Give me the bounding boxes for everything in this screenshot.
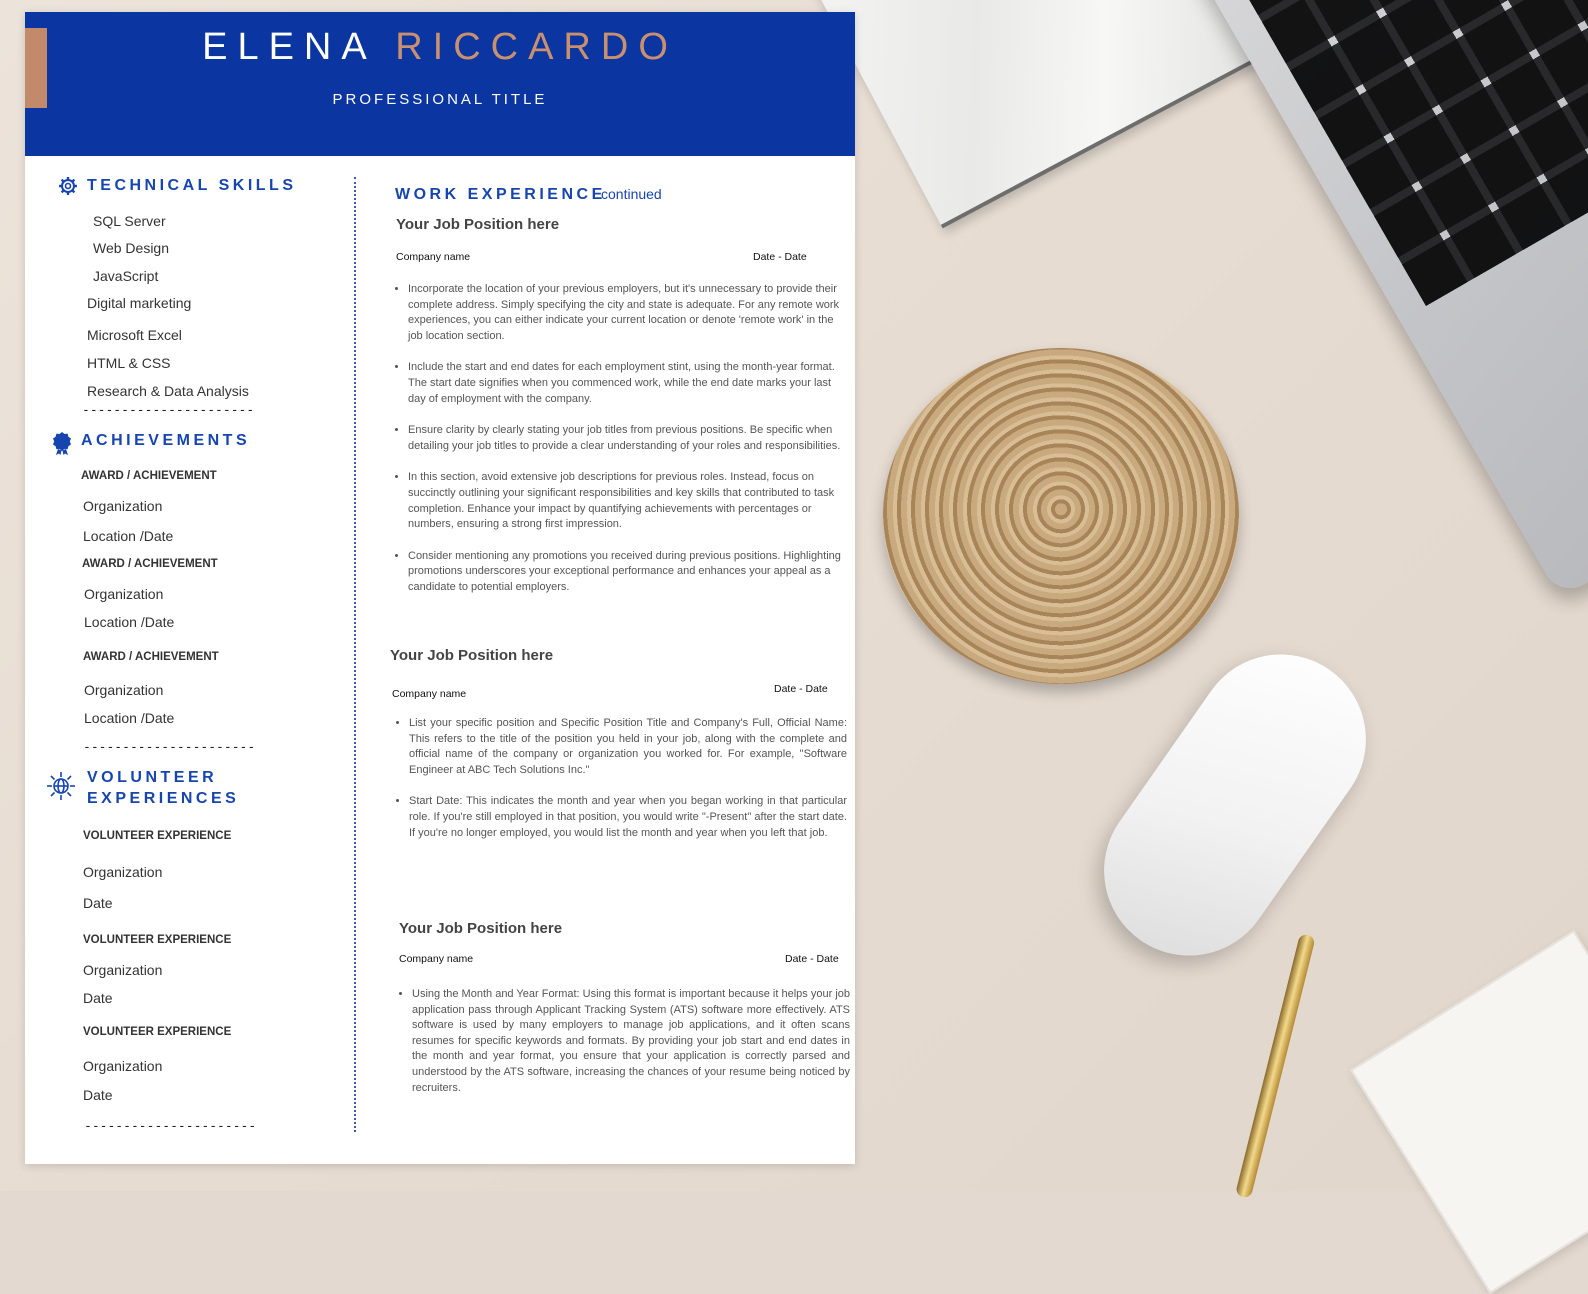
job-bullet: • Start Date: This indicates the month and year when you began working in that particular role. If you're still employed in that position, you would write "-Present" after the start date. If you're no longer employed, you would list the month and year when you left that job. bbox=[409, 794, 847, 841]
company-name: Company name bbox=[396, 251, 471, 263]
first-name: ELENA bbox=[202, 26, 375, 68]
resume-header bbox=[25, 12, 855, 156]
section-separator: ---------------------- bbox=[84, 1119, 257, 1134]
award-badge-icon bbox=[52, 431, 72, 455]
award-location-date: Location /Date bbox=[84, 710, 175, 726]
volunteer-date: Date bbox=[83, 990, 113, 1006]
globe-snowflake-icon bbox=[46, 771, 76, 801]
job-position: Your Job Position here bbox=[390, 647, 554, 664]
volunteer-date: Date bbox=[83, 895, 113, 911]
award-organization: Organization bbox=[84, 682, 164, 698]
award-organization: Organization bbox=[84, 586, 164, 602]
award-title: AWARD / ACHIEVEMENT bbox=[82, 558, 218, 570]
job-position: Your Job Position here bbox=[396, 216, 560, 233]
volunteer-organization: Organization bbox=[83, 1058, 163, 1074]
work-experience-title: WORK EXPERIENCE bbox=[395, 186, 606, 203]
woven-coaster bbox=[883, 348, 1239, 684]
continued-label: continued bbox=[601, 186, 662, 202]
volunteer-title-line1: VOLUNTEER bbox=[87, 769, 218, 786]
achievements-title: ACHIEVEMENTS bbox=[81, 432, 251, 449]
skill-item: SQL Server bbox=[93, 213, 166, 229]
job-bullet: • Ensure clarity by clearly stating your job titles from previous positions. Be specific when detailing your job titles to provide a clear understanding of your roles and responsibilities. bbox=[408, 423, 848, 454]
award-title: AWARD / ACHIEVEMENT bbox=[83, 651, 219, 663]
gear-icon bbox=[58, 176, 78, 196]
section-separator: ---------------------- bbox=[82, 403, 255, 418]
resume-page bbox=[25, 12, 855, 1164]
volunteer-title-line2: EXPERIENCES bbox=[87, 790, 240, 807]
last-name: RICCARDO bbox=[395, 26, 678, 68]
job-bullets bbox=[396, 282, 848, 612]
skill-item: Microsoft Excel bbox=[87, 327, 182, 343]
job-bullet: • Incorporate the location of your previous employers, but it's unnecessary to provide their complete address. Simply specifying the city and state is adequate. For any remote work experiences, you can either indicate your current location or denote 'remote work' in the job location section. bbox=[408, 282, 848, 344]
job-bullets bbox=[397, 716, 847, 857]
job-position: Your Job Position here bbox=[399, 920, 563, 937]
job-dates: Date - Date bbox=[753, 251, 807, 263]
job-bullet: • Using the Month and Year Format: Using this format is important because it helps your job application pass through Applicant Tracking System (ATS) software more effectively. ATS software is used by many employers to manage job applications, and it often scans resumes for specific keywords and formats. By providing your job start and end dates in the month and year format, you ensure that your application is correctly parsed and understood by the ATS software, increasing the chances of your resume being noticed by recruiters. bbox=[412, 987, 850, 1096]
award-organization: Organization bbox=[83, 498, 163, 514]
job-bullet: • List your specific position and Specific Position Title and Company's Full, Official Name: This refers to the title of the position you held in your job, along with the complete and official name of the company or organization you worked for. For example, "Software Engineer at ABC Tech Solutions Inc." bbox=[409, 716, 847, 778]
job-bullet: • Include the start and end dates for each employment stint, using the month-year format. The start date signifies when you commenced work, while the end date marks your last day of employment with the company. bbox=[408, 360, 848, 407]
award-location-date: Location /Date bbox=[83, 528, 174, 544]
skill-item: Web Design bbox=[93, 240, 170, 256]
technical-skills-title: TECHNICAL SKILLS bbox=[87, 177, 297, 194]
volunteer-organization: Organization bbox=[83, 962, 163, 978]
volunteer-role: VOLUNTEER EXPERIENCE bbox=[83, 934, 232, 946]
skill-item: JavaScript bbox=[93, 268, 159, 284]
candidate-name bbox=[25, 26, 855, 69]
job-dates: Date - Date bbox=[785, 953, 839, 965]
job-bullet: • In this section, avoid extensive job descriptions for previous roles. Instead, focus on succinctly outlining your significant responsibilities and key skills that contributed to task completion. Enhance your impact by quantifying achievements with percentages or numbers, ensuring a strong first impression. bbox=[408, 470, 848, 532]
skill-item: Digital marketing bbox=[87, 295, 192, 311]
volunteer-organization: Organization bbox=[83, 864, 163, 880]
volunteer-role: VOLUNTEER EXPERIENCE bbox=[83, 1026, 232, 1038]
volunteer-date: Date bbox=[83, 1087, 113, 1103]
job-bullet: • Consider mentioning any promotions you received during previous positions. Highlighting promotions underscores your exceptional performance and enhances your appeal as a candidate to potential employers. bbox=[408, 549, 848, 596]
section-separator: ---------------------- bbox=[83, 740, 256, 755]
award-title: AWARD / ACHIEVEMENT bbox=[81, 470, 217, 482]
professional-title: PROFESSIONAL TITLE bbox=[332, 91, 548, 108]
job-bullets bbox=[400, 987, 850, 1112]
volunteer-role: VOLUNTEER EXPERIENCE bbox=[83, 830, 232, 842]
skill-item: Research & Data Analysis bbox=[87, 383, 249, 399]
column-divider bbox=[354, 177, 356, 1132]
award-location-date: Location /Date bbox=[84, 614, 175, 630]
company-name: Company name bbox=[399, 953, 474, 965]
skill-item: HTML & CSS bbox=[87, 355, 171, 371]
job-dates: Date - Date bbox=[774, 683, 828, 695]
company-name: Company name bbox=[392, 688, 467, 700]
